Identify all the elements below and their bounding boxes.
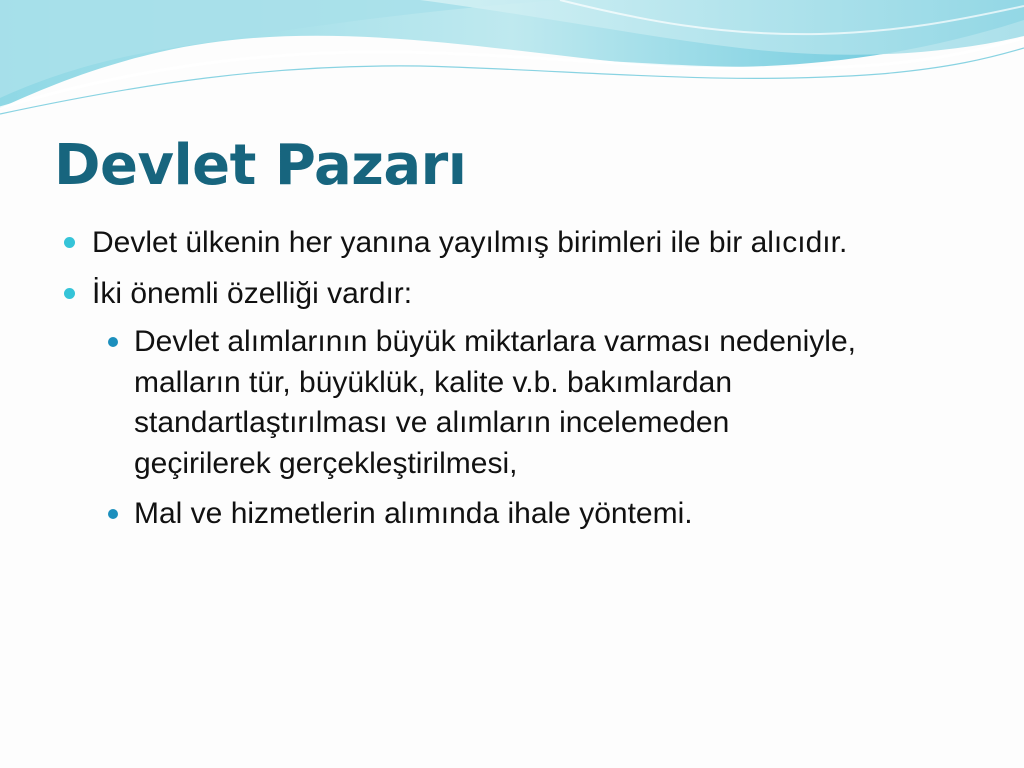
bullet-text: Devlet ülkenin her yanına yayılmış birimleri ile bir alıcıdır. [92, 226, 848, 259]
slide-title: Devlet Pazarı [54, 133, 467, 198]
bullet-dot-icon [64, 237, 75, 248]
sub-bullet-line: Mal ve hizmetlerin alımında ihale yöntemi. [134, 497, 693, 530]
bullet-item [92, 274, 412, 314]
sub-bullet-line: Devlet alımlarının büyük miktarlara varması nedeniyle, [134, 325, 856, 358]
sub-bullet-item [134, 494, 693, 535]
sub-bullet-line: malların tür, büyüklük, kalite v.b. bakımlardan [134, 365, 733, 399]
sub-bullet-dot-icon [108, 337, 118, 347]
bullet-dot-icon [64, 288, 75, 299]
sub-bullet-item [134, 322, 856, 484]
sub-bullet-dot-icon [108, 509, 118, 519]
bullet-text: İki önemli özelliği vardır: [92, 277, 413, 310]
sub-bullet-line: geçirilerek gerçekleştirilmesi, [134, 446, 518, 480]
sub-bullet-line: standartlaştırılması ve alımların incelemeden [134, 406, 730, 439]
bullet-item [92, 223, 847, 263]
